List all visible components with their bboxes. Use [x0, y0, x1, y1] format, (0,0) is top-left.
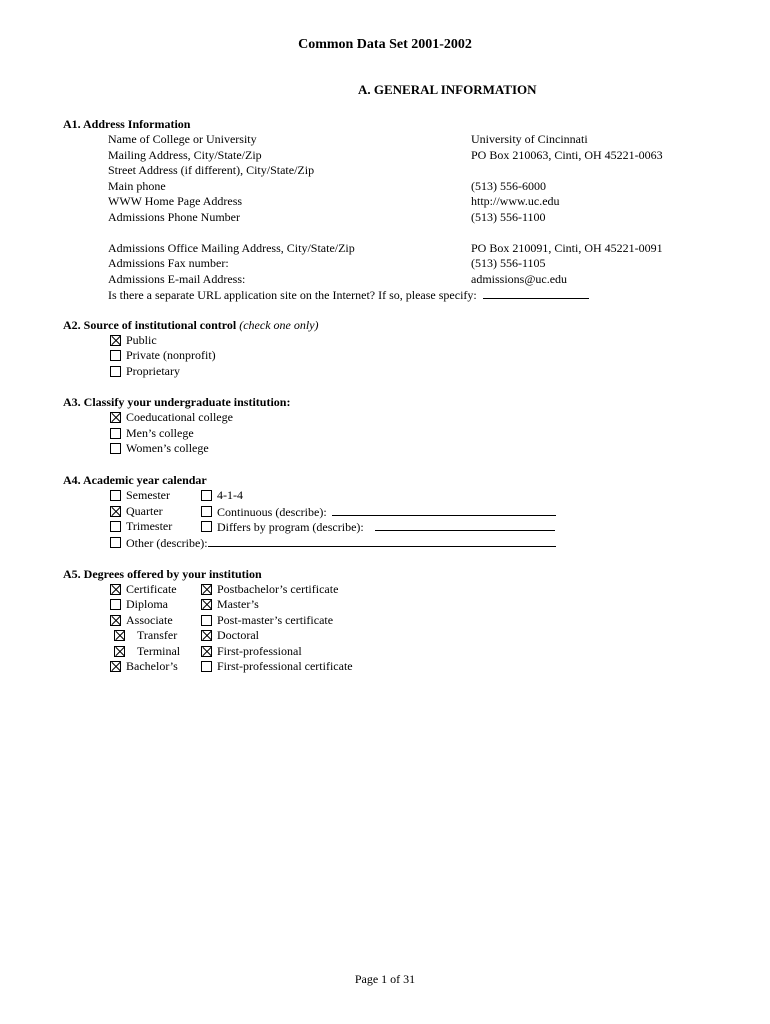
a1-heading: A1. Address Information	[63, 117, 191, 131]
a1-value: (513) 556-1105	[471, 256, 546, 270]
a1-label: Mailing Address, City/State/Zip	[108, 148, 262, 162]
option-label: Associate	[126, 613, 173, 627]
option-label: Terminal	[137, 644, 181, 658]
a1-value: PO Box 210063, Cinti, OH 45221-0063	[471, 148, 663, 162]
option-label: Proprietary	[126, 364, 180, 378]
first-professional-checkbox[interactable]	[201, 646, 212, 657]
option-label: Master’s	[217, 597, 259, 611]
option-label: Post-master’s certificate	[217, 613, 334, 627]
other-checkbox[interactable]	[110, 537, 121, 548]
option-label: Semester	[126, 488, 170, 502]
a1-label: Name of College or University	[108, 132, 257, 146]
option-label: Diploma	[126, 597, 168, 611]
associate-checkbox[interactable]	[110, 615, 121, 626]
mens-college-checkbox[interactable]	[110, 428, 121, 439]
a1-value: (513) 556-6000	[471, 179, 546, 193]
a2-heading-note: (check one only)	[239, 318, 319, 332]
differs-by-program-checkbox[interactable]	[201, 521, 212, 532]
trimester-checkbox[interactable]	[110, 521, 121, 532]
continuous-describe-blank[interactable]	[332, 504, 556, 516]
private-nonprofit-checkbox[interactable]	[110, 350, 121, 361]
option-label: Bachelor’s	[126, 659, 178, 673]
doctoral-checkbox[interactable]	[201, 630, 212, 641]
post-masters-certificate-checkbox[interactable]	[201, 615, 212, 626]
terminal-checkbox[interactable]	[114, 646, 125, 657]
url-question	[108, 287, 589, 304]
masters-checkbox[interactable]	[201, 599, 212, 610]
option-label: Coeducational college	[126, 410, 233, 424]
first-professional-certificate-checkbox[interactable]	[201, 661, 212, 672]
a1-value: http://www.uc.edu	[471, 194, 560, 208]
url-answer-blank[interactable]	[483, 287, 589, 299]
diploma-checkbox[interactable]	[110, 599, 121, 610]
section-heading: A. GENERAL INFORMATION	[358, 82, 537, 97]
a3-heading: A3. Classify your undergraduate institution:	[63, 395, 291, 409]
a1-label: Admissions E-mail Address:	[108, 272, 246, 286]
proprietary-checkbox[interactable]	[110, 366, 121, 377]
a1-label: WWW Home Page Address	[108, 194, 243, 208]
option-label: Public	[126, 333, 157, 347]
option-label: Trimester	[126, 519, 173, 533]
option-label: Certificate	[126, 582, 177, 596]
option-label: Men’s college	[126, 426, 194, 440]
certificate-checkbox[interactable]	[110, 584, 121, 595]
a1-label: Main phone	[108, 179, 166, 193]
continuous-checkbox[interactable]	[201, 506, 212, 517]
semester-checkbox[interactable]	[110, 490, 121, 501]
a1-value: University of Cincinnati	[471, 132, 588, 146]
option-label: Quarter	[126, 504, 163, 518]
option-label: Transfer	[137, 628, 178, 642]
a1-label: Admissions Fax number:	[108, 256, 229, 270]
url-question-text: Is there a separate URL application site on the Internet? If so, please specify:	[108, 288, 477, 302]
a5-heading: A5. Degrees offered by your institution	[63, 567, 262, 581]
option-label: Private (nonprofit)	[126, 348, 216, 362]
other-describe-blank[interactable]	[208, 535, 556, 547]
womens-college-checkbox[interactable]	[110, 443, 121, 454]
other-describe	[126, 535, 556, 552]
coeducational-checkbox[interactable]	[110, 412, 121, 423]
option-label: Postbachelor’s certificate	[217, 582, 339, 596]
differs-describe	[217, 519, 555, 536]
page-number: Page 1 of 31	[354, 972, 416, 986]
option-label: Women’s college	[126, 441, 209, 455]
a1-label: Street Address (if different), City/State/Zip	[108, 163, 315, 177]
option-label: Differs by program (describe):	[217, 520, 364, 534]
differs-describe-blank[interactable]	[375, 519, 555, 531]
a2-heading	[63, 318, 319, 334]
postbachelors-certificate-checkbox[interactable]	[201, 584, 212, 595]
option-label: 4-1-4	[217, 488, 243, 502]
a1-value: (513) 556-1100	[471, 210, 546, 224]
option-label: First-professional	[217, 644, 302, 658]
a1-label: Admissions Phone Number	[108, 210, 240, 224]
option-label: First-professional certificate	[217, 659, 353, 673]
bachelors-checkbox[interactable]	[110, 661, 121, 672]
quarter-checkbox[interactable]	[110, 506, 121, 517]
a2-heading-text: A2. Source of institutional control	[63, 318, 237, 332]
four-one-four-checkbox[interactable]	[201, 490, 212, 501]
option-label: Other (describe):	[126, 536, 208, 550]
a1-label: Admissions Office Mailing Address, City/State/Zip	[108, 241, 355, 255]
a1-value: admissions@uc.edu	[471, 272, 568, 286]
a4-heading: A4. Academic year calendar	[63, 473, 207, 487]
a1-value: PO Box 210091, Cinti, OH 45221-0091	[471, 241, 663, 255]
option-label: Doctoral	[217, 628, 259, 642]
transfer-checkbox[interactable]	[114, 630, 125, 641]
public-checkbox[interactable]	[110, 335, 121, 346]
document-title: Common Data Set 2001-2002	[298, 37, 472, 52]
option-label: Continuous (describe):	[217, 505, 327, 519]
